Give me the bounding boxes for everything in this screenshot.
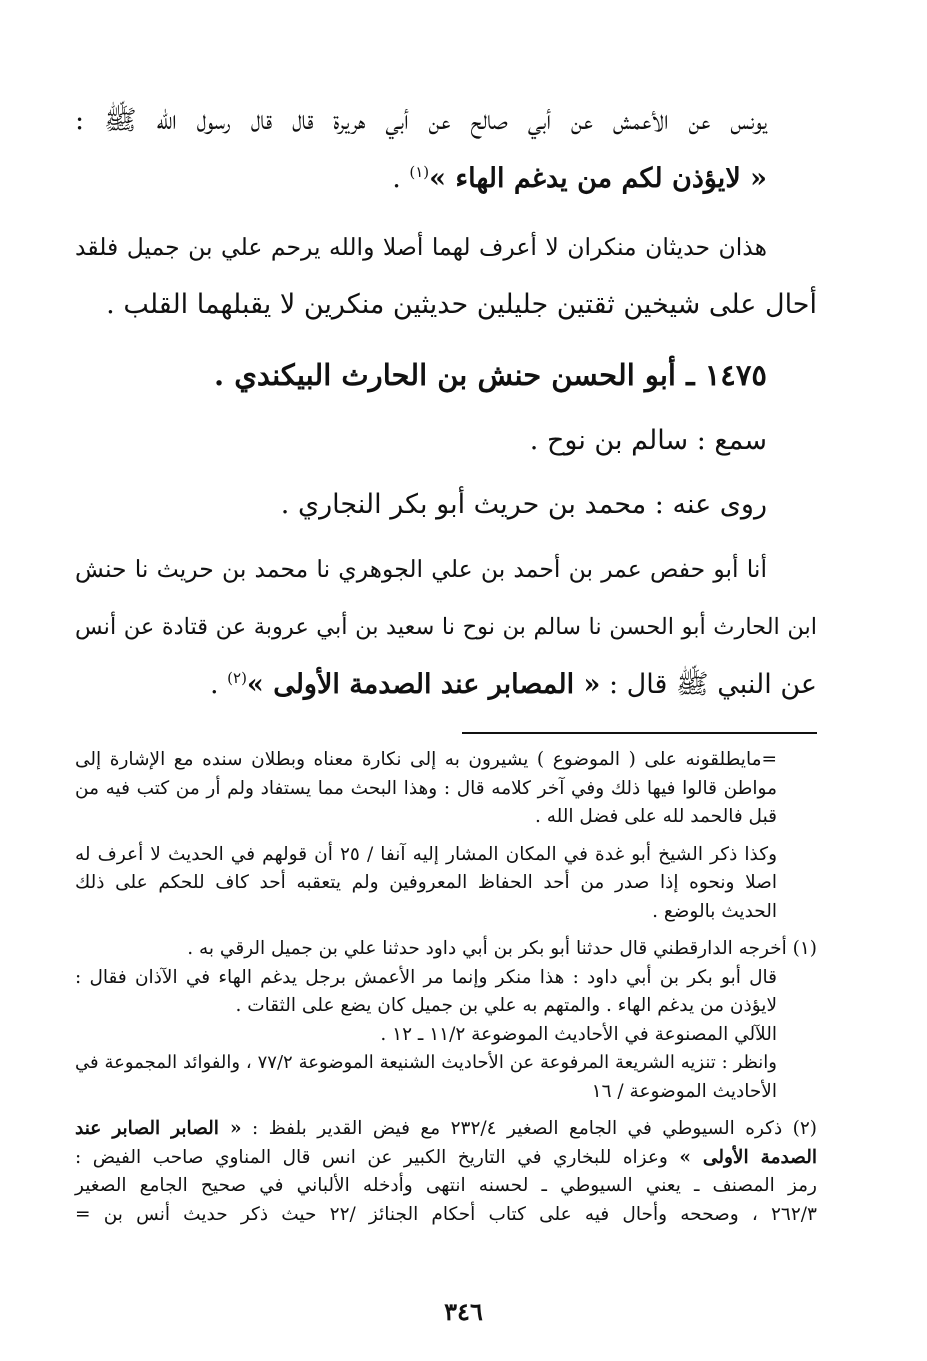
footnotes — [75, 746, 817, 1229]
footnote-continuation — [75, 841, 817, 927]
hadith-quote: « لايؤذن لكم من يدغم الهاء » — [429, 163, 767, 194]
footnote-line: =مايطلقونه على ( الموضوع ) يشيرون به إلى نكارة معناه وبطلان سنده مع الإشارة إلى — [75, 749, 777, 770]
text-line: سمع : سالم بن نوح . — [529, 425, 767, 456]
footnote-line: وانظر : تنزيه الشريعة المرفوعة عن الأحاديث الشنيعة الموضوعة ٧٧/٢ ، والفوائد المجموعة في — [75, 1052, 778, 1073]
text-span: . — [209, 669, 228, 700]
text-line: أنا أبو حفص عمر بن أحمد بن علي الجوهري نا محمد بن حريث نا حنش — [75, 555, 767, 583]
page-body — [75, 92, 817, 1361]
footnote-line: رمز المصنف ـ يعني السيوطي ـ لحسنه انتهى وأدخله الألباني في صحيح الجامع الصغير — [75, 1175, 817, 1196]
main-text — [75, 92, 817, 714]
entry-title: ١٤٧٥ ـ أبو الحسن حنش بن الحارث البيكندي . — [214, 358, 767, 392]
page-number: ٣٤٦ — [444, 1297, 483, 1326]
hadith-quote: الصدمة الأولى » — [679, 1146, 818, 1168]
text-line: روى عنه : محمد بن حريث أبو بكر النجاري . — [280, 489, 767, 520]
footnote-line: مواطن قالوا فيها ذلك وفي آخر كلامه قال : وهذا البحث مما يستفاد ولم أر من كتب فيه من — [75, 777, 777, 799]
text-line — [75, 656, 817, 714]
text-span: . — [392, 163, 410, 194]
text-line: هذان حديثان منكران لا أعرف لهما أصلا والله يرحم علي بن جميل فلقد — [75, 233, 767, 261]
footnote-line: اصلا ونحوه إذا صدر من أحد الحفاظ المعروفين ولم يتعقبه أحد كاف للحكم على ذلك — [75, 872, 777, 893]
footnote-line: (١) أخرجه الدارقطني قال حدثنا أبو بكر بن أبي داود حدثنا علي بن جميل الرقي به . — [187, 938, 817, 959]
footnote-line: اللآلي المصنوعة في الأحاديث الموضوعة ١١/٢ ـ ١٢ . — [380, 1023, 777, 1045]
footnote-line: قال أبو بكر بن أبي داود : هذا منكر وإنما مر الأعمش برجل يدغم الهاء في الآذان فقال : — [75, 966, 777, 988]
footnote-line: ٢٦٢/٣ ، وصححه وأحال فيه على كتاب أحكام الجنائز /٢٢ حيث ذكر حديث أنس بن = — [75, 1203, 817, 1225]
footnote-line: قبل فالحمد لله على فضل الله . — [534, 806, 777, 827]
text-line: ابن الحارث أبو الحسن نا سالم بن نوح نا سعيد بن أبي عروبة عن قتادة عن أنس — [75, 614, 817, 640]
footnote-line — [75, 1144, 817, 1173]
footnote-divider — [462, 732, 817, 734]
footnote-line: الأحاديث الموضوعة / ١٦ — [591, 1080, 777, 1102]
hadith-quote: « المصابر عند الصدمة الأولى » — [246, 669, 601, 700]
footnote-continuation — [75, 746, 817, 832]
text-line: أحال على شيخين ثقتين جليلين حديثين منكرين لا يقبلهما القلب . — [106, 289, 817, 320]
hadith-quote: « الصابر الصابر عند — [75, 1118, 242, 1139]
footnote-line — [75, 1115, 817, 1144]
footnote-2 — [75, 1115, 817, 1229]
footnote-line: وكذا ذكر الشيخ أبو غدة في المكان المشار إليه آنفا / ٢٥ أن قولهم في الحديث لا أعرف له — [75, 843, 777, 865]
text-span: (٢) ذكره السيوطي في الجامع الصغير ٢٣٢/٤ مع فيض القدير بلفظ : — [241, 1118, 818, 1139]
footnote-ref: (٢) — [227, 669, 247, 687]
footnote-ref: (١) — [409, 163, 430, 181]
text-span: وعزاه للبخاري في التاريخ الكبير عن انس قال المناوي صاحب الفيض : — [75, 1146, 680, 1168]
footnote-line: الحديث بالوضع . — [652, 900, 777, 922]
footnote-line: لايؤذن من يدغم الهاء . والمتهم به علي بن جميل كان يضع على الثقات . — [235, 995, 777, 1016]
text-line: يونس عن الأعمش عن أبي صالح عن أبي هريرة قال قال رسول الله ﷺ : — [75, 105, 767, 136]
text-line — [75, 150, 817, 208]
footnote-1 — [75, 935, 817, 1106]
text-span: عن النبي ﷺ قال : — [600, 669, 817, 700]
